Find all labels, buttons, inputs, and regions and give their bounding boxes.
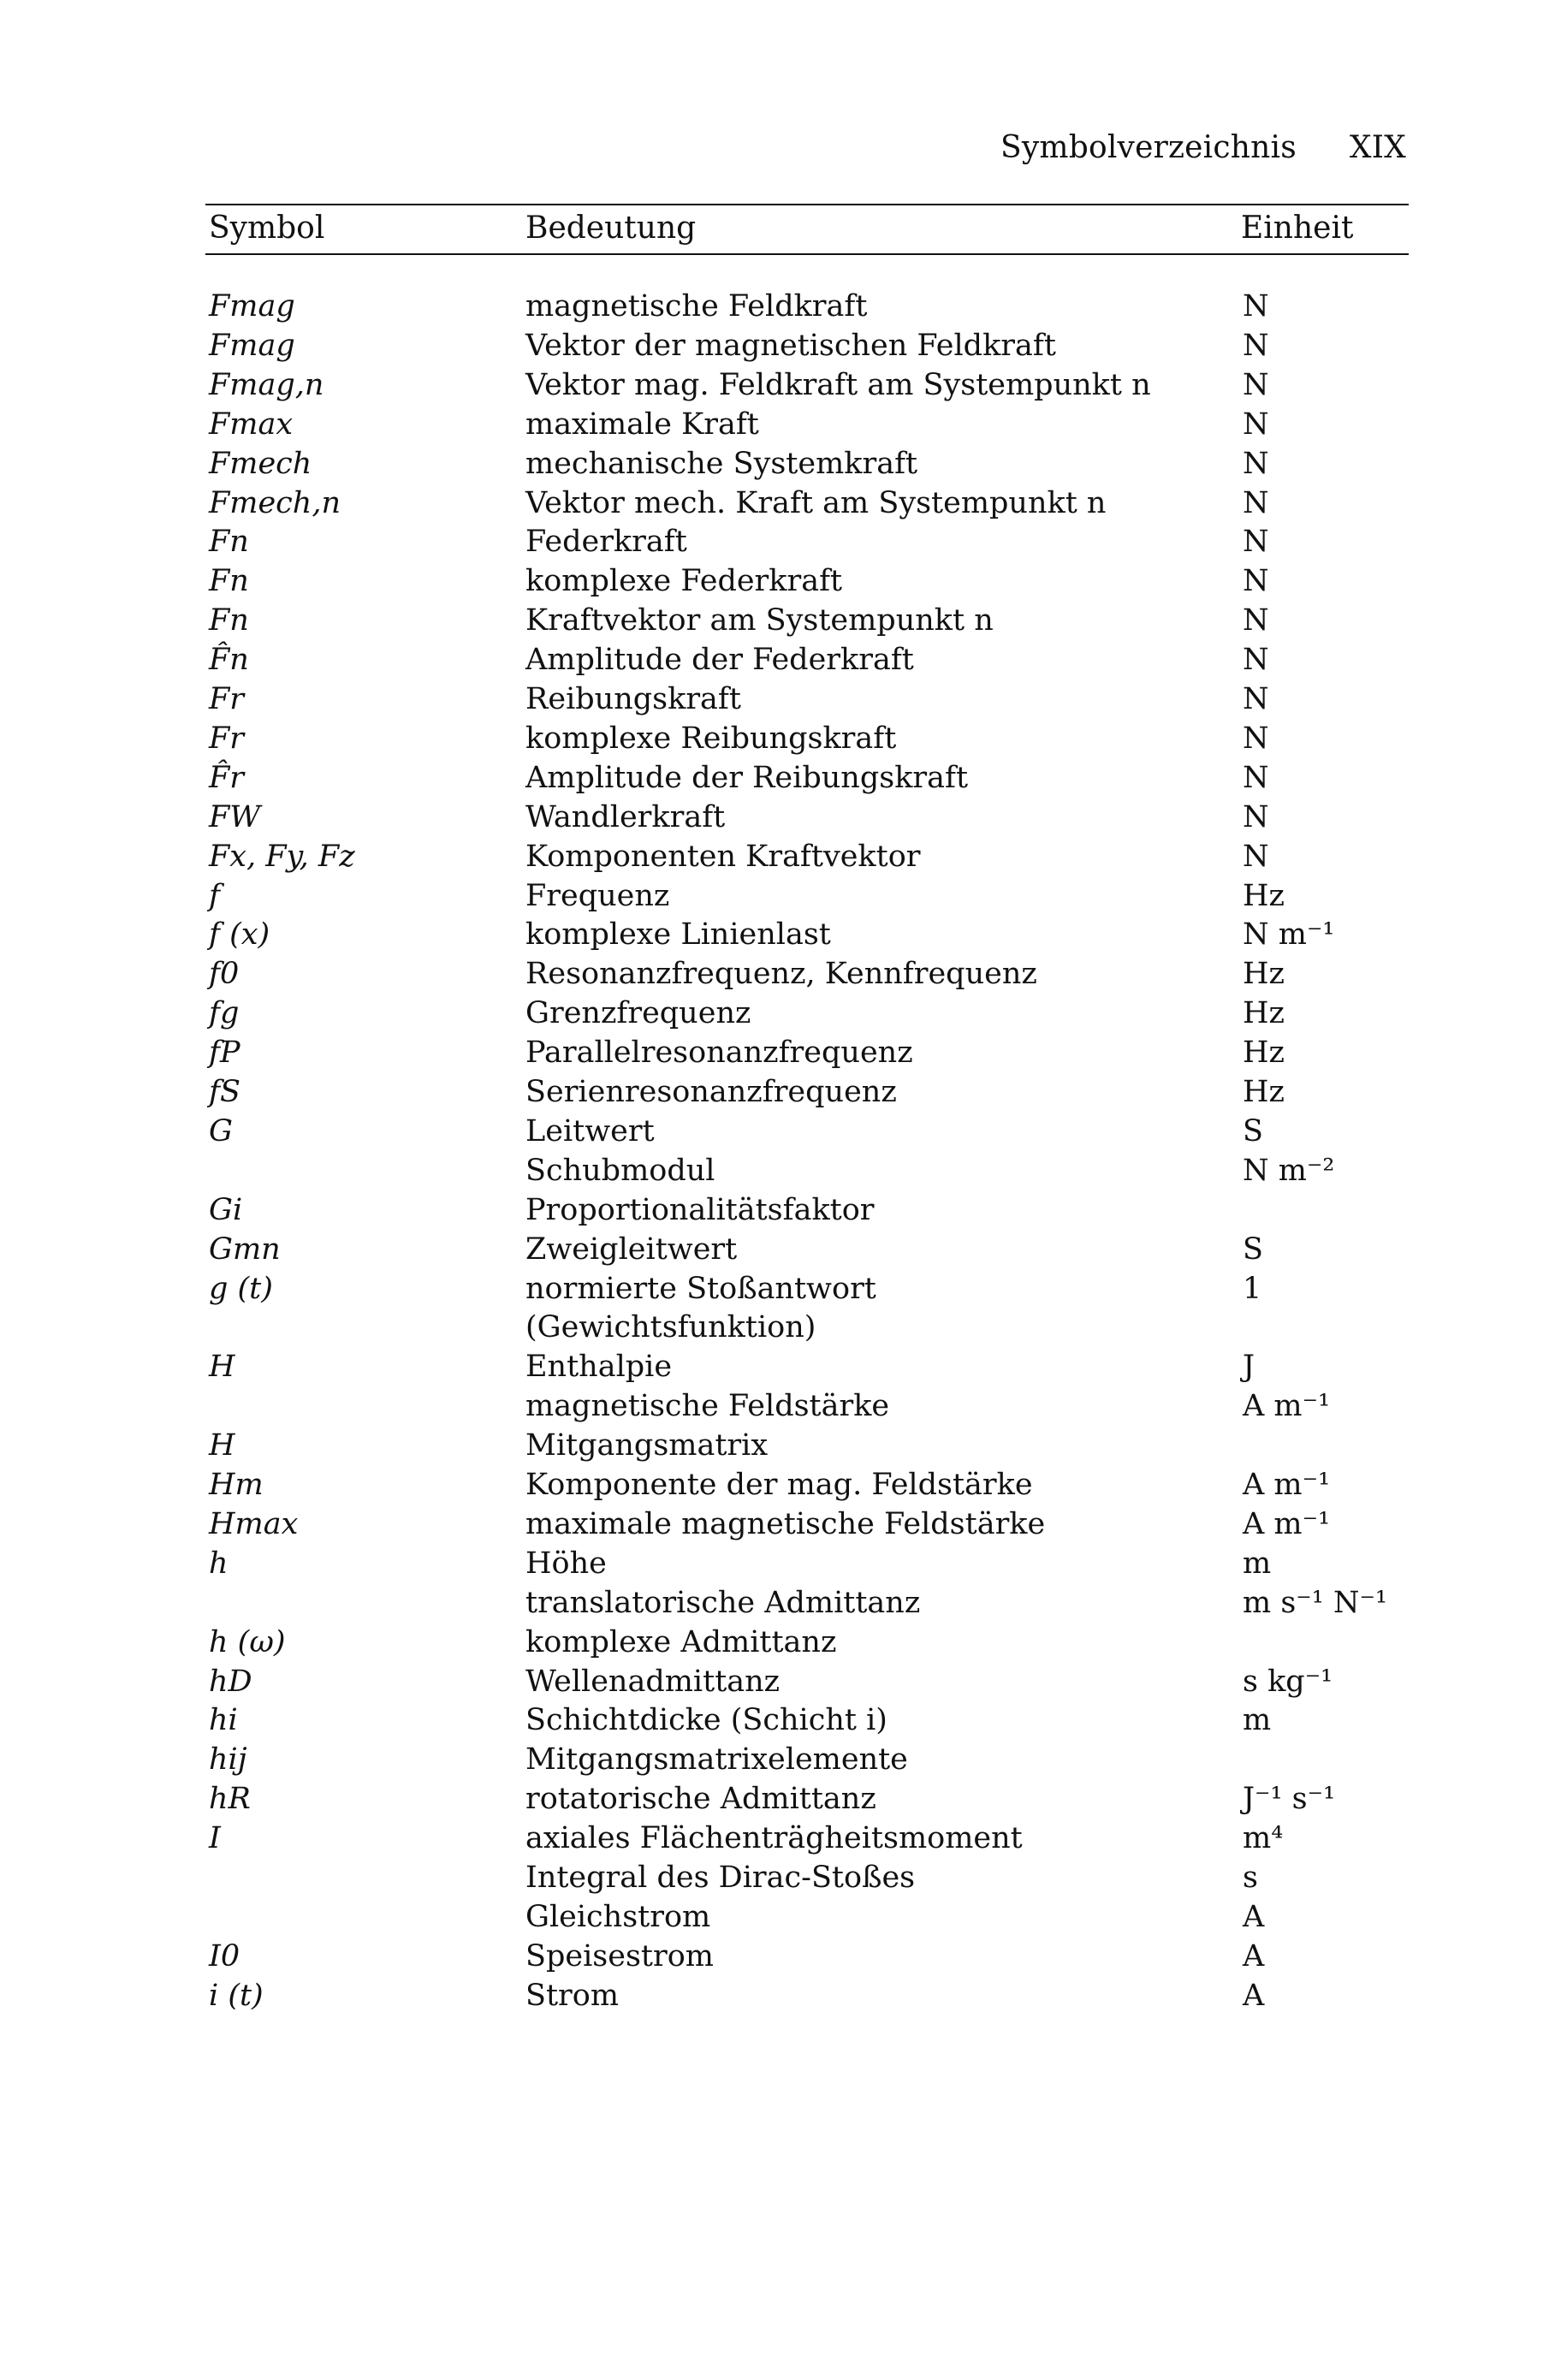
row-symbol: H [209, 1350, 235, 1385]
table-row [205, 1819, 1409, 1857]
table-row [205, 562, 1409, 600]
row-unit: N [1243, 564, 1269, 599]
row-unit: A m⁻¹ [1243, 1468, 1331, 1502]
table-row [205, 1859, 1409, 1896]
row-symbol: I0 [209, 1938, 240, 1973]
row-unit: Hz [1243, 996, 1285, 1031]
row-meaning: normierte Stoßantwort [525, 1271, 876, 1306]
table-row [205, 484, 1409, 522]
table-row [205, 366, 1409, 404]
row-meaning: Mitgangsmatrixelemente [525, 1742, 908, 1778]
row-meaning: Vektor mech. Kraft am Systempunkt n [525, 485, 1107, 520]
row-symbol: Fmech [209, 446, 312, 481]
row-meaning: maximale magnetische Feldstärke [525, 1506, 1046, 1541]
row-unit: Hz [1243, 878, 1285, 913]
table-row [205, 1466, 1409, 1504]
table-row [205, 1113, 1409, 1150]
row-symbol: Fr [209, 721, 245, 756]
table-row [205, 1309, 1409, 1346]
row-unit: Hz [1243, 957, 1285, 992]
row-symbol: Fn [209, 603, 249, 638]
column-header-unit: Einheit [1241, 211, 1354, 246]
table-row [205, 994, 1409, 1032]
table-row [205, 641, 1409, 679]
row-meaning: Schichtdicke (Schicht i) [525, 1703, 887, 1738]
row-symbol: Fmag,n [209, 367, 324, 402]
row-meaning: Leitwert [525, 1113, 655, 1148]
row-symbol: fg [209, 996, 240, 1031]
row-symbol: Fmax [209, 407, 294, 442]
table-row [205, 1270, 1409, 1308]
row-symbol: Gi [209, 1192, 243, 1227]
row-meaning: magnetische Feldkraft [525, 289, 868, 323]
row-symbol: hij [209, 1742, 247, 1778]
row-unit: N [1243, 839, 1269, 874]
row-meaning: Parallelresonanzfrequenz [525, 1036, 913, 1071]
row-symbol: h [209, 1546, 229, 1581]
row-meaning: Vektor mag. Feldkraft am Systempunkt n [525, 367, 1151, 402]
table-row [205, 1152, 1409, 1190]
table-header-row [205, 205, 1409, 253]
row-unit: 1 [1243, 1271, 1262, 1306]
row-meaning: Schubmodul [525, 1153, 715, 1188]
row-meaning: rotatorische Admittanz [525, 1782, 876, 1817]
column-header-symbol: Symbol [209, 211, 325, 246]
row-symbol: H [209, 1428, 235, 1463]
header-rule [205, 253, 1409, 255]
table-row [205, 445, 1409, 483]
row-unit: N [1243, 760, 1269, 795]
row-unit: N [1243, 289, 1269, 323]
table-row [205, 1977, 1409, 2015]
table-row [205, 1938, 1409, 1975]
table-row [205, 838, 1409, 875]
row-symbol: Fmag [209, 328, 295, 363]
table-row [205, 327, 1409, 365]
row-meaning: Resonanzfrequenz, Kennfrequenz [525, 957, 1037, 992]
table-row [205, 1348, 1409, 1386]
row-symbol: fS [209, 1075, 240, 1109]
row-unit: A [1243, 1938, 1265, 1973]
page-number: XIX [1349, 130, 1406, 165]
row-meaning: Mitgangsmatrix [525, 1428, 769, 1463]
row-meaning: maximale Kraft [525, 407, 759, 442]
row-meaning: Wandlerkraft [525, 799, 726, 834]
row-unit: N [1243, 367, 1269, 402]
row-meaning: Frequenz [525, 878, 670, 913]
row-unit: N [1243, 485, 1269, 520]
row-symbol: hD [209, 1664, 252, 1699]
table-row [205, 1427, 1409, 1464]
row-unit: m [1243, 1703, 1272, 1738]
row-meaning: komplexe Federkraft [525, 564, 843, 599]
table-row [205, 1780, 1409, 1818]
row-unit: A m⁻¹ [1243, 1389, 1331, 1424]
row-meaning: Komponente der mag. Feldstärke [525, 1468, 1033, 1502]
table-row [205, 877, 1409, 915]
row-meaning: Amplitude der Reibungskraft [525, 760, 969, 795]
table-row [205, 1741, 1409, 1778]
table-row [205, 1584, 1409, 1622]
table-row [205, 1623, 1409, 1661]
row-symbol: Hmax [209, 1506, 299, 1541]
table-row [205, 720, 1409, 757]
row-unit: N [1243, 328, 1269, 363]
row-meaning: Kraftvektor am Systempunkt n [525, 603, 994, 638]
row-symbol: Hm [209, 1468, 264, 1502]
table-row [205, 406, 1409, 443]
row-meaning: Serienresonanzfrequenz [525, 1075, 897, 1109]
row-meaning: Enthalpie [525, 1350, 673, 1385]
row-meaning: komplexe Reibungskraft [525, 721, 897, 756]
row-meaning: Höhe [525, 1546, 607, 1581]
row-meaning: Komponenten Kraftvektor [525, 839, 921, 874]
row-unit: S [1243, 1113, 1263, 1148]
row-meaning: Reibungskraft [525, 682, 741, 716]
page-header [1000, 130, 1406, 165]
row-unit: A [1243, 1978, 1265, 2013]
row-meaning: Speisestrom [525, 1938, 714, 1973]
row-unit: s [1243, 1861, 1258, 1895]
row-unit: N m⁻¹ [1243, 917, 1335, 953]
row-meaning: Strom [525, 1978, 620, 2013]
row-unit: Hz [1243, 1036, 1285, 1071]
table-row [205, 1898, 1409, 1936]
row-unit: N [1243, 682, 1269, 716]
table-row [205, 1034, 1409, 1071]
row-unit: N [1243, 603, 1269, 638]
row-symbol: F̂n [209, 643, 249, 678]
table-row [205, 1191, 1409, 1229]
row-unit: J [1243, 1350, 1255, 1385]
table-row [205, 1505, 1409, 1543]
row-unit: N m⁻² [1243, 1153, 1335, 1188]
row-unit: S [1243, 1232, 1263, 1267]
column-header-meaning: Bedeutung [525, 211, 697, 246]
row-unit: J⁻¹ s⁻¹ [1243, 1782, 1336, 1817]
row-symbol: Gmn [209, 1232, 281, 1267]
row-unit: A [1243, 1899, 1265, 1934]
row-symbol: g (t) [209, 1271, 273, 1306]
row-symbol: f [209, 878, 220, 913]
table-row [205, 288, 1409, 325]
row-meaning: Federkraft [525, 525, 687, 560]
row-unit: N [1243, 407, 1269, 442]
row-symbol: Fn [209, 525, 249, 560]
row-symbol: hR [209, 1782, 251, 1817]
row-symbol: Fn [209, 564, 249, 599]
row-symbol: G [209, 1113, 233, 1148]
row-meaning: Gleichstrom [525, 1899, 711, 1934]
row-meaning: mechanische Systemkraft [525, 446, 918, 481]
row-meaning: (Gewichtsfunktion) [525, 1310, 816, 1345]
row-meaning: komplexe Linienlast [525, 917, 831, 953]
row-symbol: I [209, 1821, 221, 1856]
row-unit: N [1243, 446, 1269, 481]
row-meaning: Integral des Dirac-Stoßes [525, 1861, 916, 1895]
row-unit: A m⁻¹ [1243, 1506, 1331, 1541]
row-unit: m s⁻¹ N⁻¹ [1243, 1585, 1388, 1620]
table-row [205, 1231, 1409, 1268]
row-meaning: Zweigleitwert [525, 1232, 738, 1267]
row-meaning: Proportionalitätsfaktor [525, 1192, 875, 1227]
row-symbol: h (ω) [209, 1624, 286, 1659]
table-row [205, 1387, 1409, 1425]
row-unit: N [1243, 643, 1269, 678]
row-unit: N [1243, 721, 1269, 756]
row-meaning: axiales Flächenträgheitsmoment [525, 1821, 1023, 1856]
row-symbol: Fmech,n [209, 485, 341, 520]
table-row [205, 1545, 1409, 1582]
row-meaning: Amplitude der Federkraft [525, 643, 914, 678]
row-unit: Hz [1243, 1075, 1285, 1109]
row-unit: s kg⁻¹ [1243, 1664, 1333, 1699]
running-title: Symbolverzeichnis [1000, 130, 1297, 165]
row-symbol: i (t) [209, 1978, 264, 2013]
row-symbol: f (x) [209, 917, 270, 953]
row-unit: N [1243, 799, 1269, 834]
row-meaning: Grenzfrequenz [525, 996, 751, 1031]
row-symbol: hi [209, 1703, 238, 1738]
table-row [205, 955, 1409, 993]
row-symbol: F̂r [209, 760, 245, 795]
row-meaning: translatorische Admittanz [525, 1585, 921, 1620]
row-meaning: magnetische Feldstärke [525, 1389, 890, 1424]
table-row [205, 916, 1409, 953]
symbol-table [205, 204, 1409, 2013]
table-row [205, 1663, 1409, 1700]
table-row [205, 523, 1409, 561]
table-row [205, 680, 1409, 718]
row-symbol: FW [209, 799, 261, 834]
row-symbol: Fx, Fy, Fz [209, 839, 355, 874]
row-symbol: f0 [209, 957, 240, 992]
row-unit: m [1243, 1546, 1272, 1581]
row-symbol: Fmag [209, 289, 295, 323]
table-row [205, 1701, 1409, 1739]
row-meaning: Vektor der magnetischen Feldkraft [525, 328, 1056, 363]
table-row [205, 798, 1409, 836]
table-row [205, 602, 1409, 639]
row-unit: m⁴ [1243, 1821, 1284, 1856]
table-row [205, 759, 1409, 797]
row-symbol: fP [209, 1036, 240, 1071]
row-meaning: Wellenadmittanz [525, 1664, 781, 1699]
row-meaning: komplexe Admittanz [525, 1624, 837, 1659]
table-row [205, 1073, 1409, 1111]
row-symbol: Fr [209, 682, 245, 716]
row-unit: N [1243, 525, 1269, 560]
